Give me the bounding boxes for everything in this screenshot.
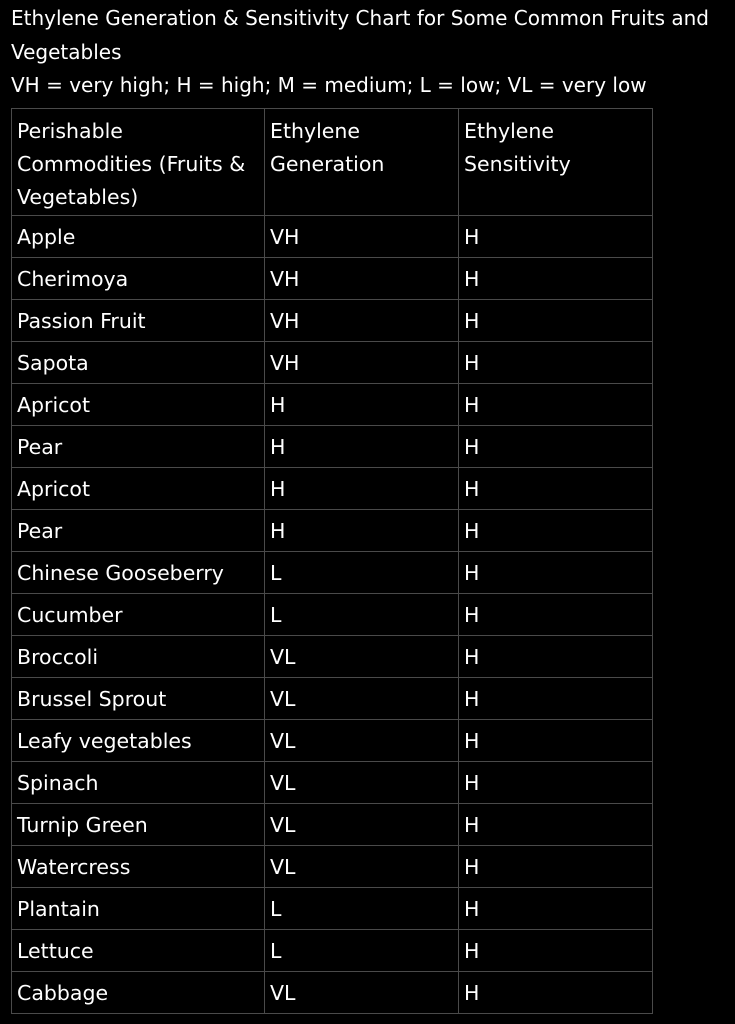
sensitivity-cell: H (459, 636, 653, 678)
table-row (12, 678, 653, 720)
generation-cell: L (265, 888, 459, 930)
commodity-cell: Broccoli (12, 636, 265, 678)
commodity-cell: Apple (12, 216, 265, 258)
sensitivity-cell: H (459, 552, 653, 594)
generation-cell: VL (265, 720, 459, 762)
table-row (12, 930, 653, 972)
generation-cell: VL (265, 804, 459, 846)
sensitivity-cell: H (459, 930, 653, 972)
table-row (12, 258, 653, 300)
sensitivity-cell: H (459, 300, 653, 342)
legend-text: VH = very high; H = high; M = medium; L = low; VL = very low (11, 73, 647, 97)
generation-cell: L (265, 930, 459, 972)
sensitivity-cell: H (459, 258, 653, 300)
generation-cell: VL (265, 762, 459, 804)
commodity-cell: Chinese Gooseberry (12, 552, 265, 594)
generation-cell: VL (265, 846, 459, 888)
table-row (12, 888, 653, 930)
commodity-cell: Lettuce (12, 930, 265, 972)
generation-cell: VH (265, 216, 459, 258)
sensitivity-cell: H (459, 342, 653, 384)
sensitivity-cell: H (459, 888, 653, 930)
generation-cell: VH (265, 342, 459, 384)
sensitivity-cell: H (459, 846, 653, 888)
generation-cell: VL (265, 678, 459, 720)
commodity-cell: Sapota (12, 342, 265, 384)
sensitivity-cell: H (459, 384, 653, 426)
generation-cell: VL (265, 636, 459, 678)
generation-cell: H (265, 468, 459, 510)
sensitivity-cell: H (459, 804, 653, 846)
sensitivity-cell: H (459, 972, 653, 1014)
title-line-1: Ethylene Generation & Sensitivity Chart for Some Common Fruits and (11, 6, 709, 30)
table-row (12, 468, 653, 510)
table-row (12, 384, 653, 426)
generation-cell: L (265, 552, 459, 594)
commodity-cell: Cucumber (12, 594, 265, 636)
chart-header (11, 2, 731, 103)
table-row (12, 846, 653, 888)
generation-cell: VH (265, 258, 459, 300)
sensitivity-cell: H (459, 510, 653, 552)
commodity-cell: Cabbage (12, 972, 265, 1014)
commodity-cell: Apricot (12, 384, 265, 426)
sensitivity-cell: H (459, 720, 653, 762)
generation-cell: H (265, 384, 459, 426)
table-row (12, 510, 653, 552)
table-body (12, 109, 653, 1014)
table-row (12, 804, 653, 846)
table-row (12, 594, 653, 636)
table-row (12, 972, 653, 1014)
commodity-cell: Watercress (12, 846, 265, 888)
table-row (12, 300, 653, 342)
table-row (12, 216, 653, 258)
generation-cell: VH (265, 300, 459, 342)
table-row (12, 720, 653, 762)
commodity-cell: Apricot (12, 468, 265, 510)
commodity-cell: Cherimoya (12, 258, 265, 300)
column-header-generation: Ethylene Generation (265, 109, 459, 216)
table-row (12, 342, 653, 384)
generation-cell: VL (265, 972, 459, 1014)
commodity-cell: Brussel Sprout (12, 678, 265, 720)
ethylene-table (11, 108, 653, 1014)
commodity-cell: Turnip Green (12, 804, 265, 846)
generation-cell: H (265, 510, 459, 552)
sensitivity-cell: H (459, 594, 653, 636)
column-header-commodity: Perishable Commodities (Fruits & Vegetables) (12, 109, 265, 216)
table-row (12, 636, 653, 678)
commodity-cell: Pear (12, 510, 265, 552)
generation-cell: L (265, 594, 459, 636)
column-header-sensitivity: Ethylene Sensitivity (459, 109, 653, 216)
sensitivity-cell: H (459, 762, 653, 804)
table-row (12, 426, 653, 468)
commodity-cell: Passion Fruit (12, 300, 265, 342)
generation-cell: H (265, 426, 459, 468)
table-row (12, 552, 653, 594)
table-header-row (12, 109, 653, 216)
sensitivity-cell: H (459, 468, 653, 510)
commodity-cell: Spinach (12, 762, 265, 804)
commodity-cell: Plantain (12, 888, 265, 930)
sensitivity-cell: H (459, 426, 653, 468)
commodity-cell: Pear (12, 426, 265, 468)
table-row (12, 762, 653, 804)
title-line-2: Vegetables (11, 39, 122, 64)
sensitivity-cell: H (459, 678, 653, 720)
sensitivity-cell: H (459, 216, 653, 258)
commodity-cell: Leafy vegetables (12, 720, 265, 762)
